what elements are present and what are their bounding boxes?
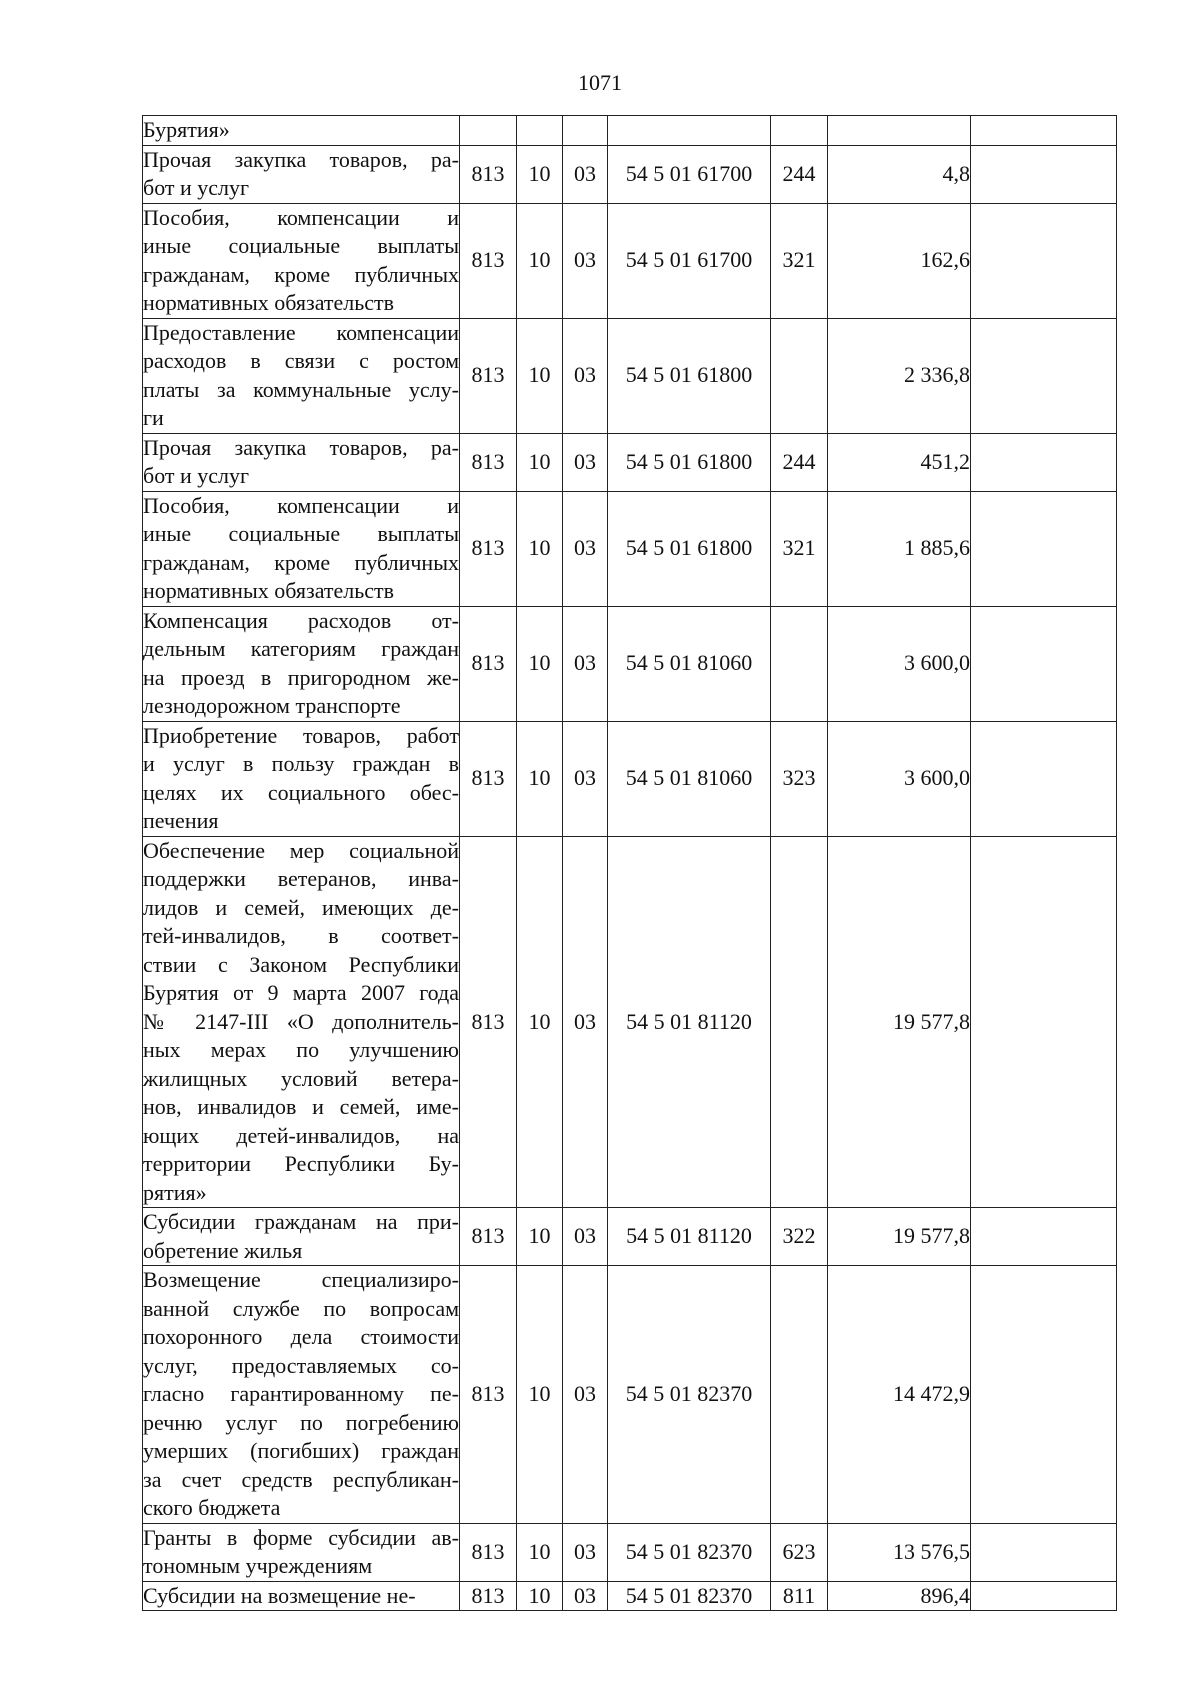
amount-cell: 451,2 xyxy=(828,433,971,491)
row-name-line: тономным учреждениям xyxy=(143,1553,373,1578)
amount-cell: 1 885,6 xyxy=(828,491,971,606)
row-name-line: тей-инвалидов, в соответ- xyxy=(143,923,459,948)
amount-cell: 2 336,8 xyxy=(828,318,971,433)
amount-cell: 162,6 xyxy=(828,203,971,318)
row-name-line: обретение жилья xyxy=(143,1237,303,1263)
subsection-code-cell: 03 xyxy=(563,836,608,1208)
table-row xyxy=(143,1581,1117,1611)
row-name-line: нормативных обязательств xyxy=(143,290,395,315)
row-name-line: гражданам, кроме публичных xyxy=(143,549,459,575)
subsection-code-cell: 03 xyxy=(563,1581,608,1611)
row-name-cell xyxy=(143,318,460,433)
empty-column-cell xyxy=(971,1266,1117,1524)
empty-column-cell xyxy=(971,491,1117,606)
expense-type-cell xyxy=(771,836,828,1208)
table-row xyxy=(143,433,1117,491)
expense-type-cell xyxy=(771,116,828,146)
target-article-cell: 54 5 01 61800 xyxy=(608,318,771,433)
empty-column-cell xyxy=(971,1581,1117,1611)
row-name-line: нормативных обязательств xyxy=(143,578,395,603)
row-name-cell xyxy=(143,1266,460,1524)
amount-cell: 3 600,0 xyxy=(828,721,971,836)
row-name-line: ванной службе по вопросам xyxy=(143,1295,459,1321)
subsection-code-cell: 03 xyxy=(563,145,608,203)
amount-cell: 896,4 xyxy=(828,1581,971,1611)
target-article-cell: 54 5 01 82370 xyxy=(608,1266,771,1524)
amount-cell: 3 600,0 xyxy=(828,606,971,721)
row-name-line: Пособия, компенсации и xyxy=(143,204,459,230)
admin-code-cell: 813 xyxy=(460,1581,517,1611)
table-row xyxy=(143,318,1117,433)
row-name-line: платы за коммунальные услу- xyxy=(143,376,459,402)
row-name-line: Приобретение товаров, работ xyxy=(143,722,459,748)
row-name-line: за счет средств республикан- xyxy=(143,1466,459,1492)
budget-table xyxy=(142,115,1117,1611)
row-name-line: лезнодорожном транспорте xyxy=(143,693,401,718)
row-name-line: Субсидии на возмещение не- xyxy=(143,1582,416,1608)
table-row xyxy=(143,203,1117,318)
row-name-line: территории Республики Бу- xyxy=(143,1151,459,1176)
section-code-cell: 10 xyxy=(517,433,563,491)
admin-code-cell: 813 xyxy=(460,491,517,606)
empty-column-cell xyxy=(971,721,1117,836)
section-code-cell: 10 xyxy=(517,606,563,721)
expense-type-cell: 321 xyxy=(771,491,828,606)
row-name-line: рятия» xyxy=(143,1179,207,1205)
subsection-code-cell: 03 xyxy=(563,1208,608,1266)
admin-code-cell: 813 xyxy=(460,1523,517,1581)
amount-cell: 13 576,5 xyxy=(828,1523,971,1581)
table-row xyxy=(143,491,1117,606)
section-code-cell: 10 xyxy=(517,1523,563,1581)
row-name-line: № 2147-III «О дополнитель- xyxy=(143,1008,459,1034)
section-code-cell xyxy=(517,116,563,146)
row-name-line: Прочая закупка товаров, ра- xyxy=(143,434,459,460)
admin-code-cell: 813 xyxy=(460,1266,517,1524)
section-code-cell: 10 xyxy=(517,318,563,433)
row-name-line: похоронного дела стоимости xyxy=(143,1324,459,1349)
admin-code-cell: 813 xyxy=(460,433,517,491)
row-name-line: нов, инвалидов и семей, име- xyxy=(143,1094,459,1119)
admin-code-cell: 813 xyxy=(460,606,517,721)
row-name-line: бот и услуг xyxy=(143,175,250,200)
row-name-cell xyxy=(143,1581,460,1611)
admin-code-cell: 813 xyxy=(460,721,517,836)
subsection-code-cell: 03 xyxy=(563,606,608,721)
row-name-cell xyxy=(143,1523,460,1581)
expense-type-cell xyxy=(771,318,828,433)
section-code-cell: 10 xyxy=(517,1208,563,1266)
expense-type-cell: 321 xyxy=(771,203,828,318)
expense-type-cell xyxy=(771,606,828,721)
row-name-line: печения xyxy=(143,808,219,833)
section-code-cell: 10 xyxy=(517,721,563,836)
subsection-code-cell: 03 xyxy=(563,433,608,491)
amount-cell: 14 472,9 xyxy=(828,1266,971,1524)
amount-cell: 4,8 xyxy=(828,145,971,203)
target-article-cell: 54 5 01 61700 xyxy=(608,203,771,318)
admin-code-cell: 813 xyxy=(460,203,517,318)
empty-column-cell xyxy=(971,203,1117,318)
empty-column-cell xyxy=(971,145,1117,203)
row-name-line: ных мерах по улучшению xyxy=(143,1037,459,1062)
empty-column-cell xyxy=(971,116,1117,146)
row-name-cell xyxy=(143,116,460,146)
row-name-line: ствии с Законом Республики xyxy=(143,951,459,977)
row-name-line: Обеспечение мер социальной xyxy=(143,837,459,863)
empty-column-cell xyxy=(971,1523,1117,1581)
row-name-line: ги xyxy=(143,405,164,430)
expense-type-cell: 244 xyxy=(771,145,828,203)
row-name-line: Бурятия» xyxy=(143,117,230,142)
table-row xyxy=(143,836,1117,1208)
row-name-line: иные социальные выплаты xyxy=(143,233,459,258)
expense-type-cell: 811 xyxy=(771,1581,828,1611)
admin-code-cell xyxy=(460,116,517,146)
target-article-cell: 54 5 01 82370 xyxy=(608,1581,771,1611)
target-article-cell: 54 5 01 82370 xyxy=(608,1523,771,1581)
empty-column-cell xyxy=(971,433,1117,491)
section-code-cell: 10 xyxy=(517,145,563,203)
section-code-cell: 10 xyxy=(517,1581,563,1611)
admin-code-cell: 813 xyxy=(460,145,517,203)
row-name-cell xyxy=(143,1208,460,1266)
target-article-cell: 54 5 01 81120 xyxy=(608,836,771,1208)
target-article-cell: 54 5 01 61800 xyxy=(608,491,771,606)
subsection-code-cell: 03 xyxy=(563,491,608,606)
expense-type-cell: 244 xyxy=(771,433,828,491)
subsection-code-cell: 03 xyxy=(563,721,608,836)
expense-type-cell: 323 xyxy=(771,721,828,836)
row-name-line: Прочая закупка товаров, ра- xyxy=(143,146,459,172)
row-name-line: Предоставление компенсации xyxy=(143,319,459,345)
page-number: 1071 xyxy=(578,70,622,95)
section-code-cell: 10 xyxy=(517,1266,563,1524)
row-name-cell xyxy=(143,491,460,606)
section-code-cell: 10 xyxy=(517,491,563,606)
expense-type-cell: 322 xyxy=(771,1208,828,1266)
row-name-line: ского бюджета xyxy=(143,1495,281,1520)
target-article-cell: 54 5 01 81060 xyxy=(608,606,771,721)
row-name-cell xyxy=(143,721,460,836)
row-name-cell xyxy=(143,836,460,1208)
row-name-line: Бурятия от 9 марта 2007 года xyxy=(143,980,459,1005)
table-row xyxy=(143,1208,1117,1266)
row-name-line: Возмещение специализиро- xyxy=(143,1267,459,1292)
section-code-cell: 10 xyxy=(517,836,563,1208)
table-row xyxy=(143,116,1117,146)
table-row xyxy=(143,606,1117,721)
row-name-line: услуг, предоставляемых со- xyxy=(143,1352,459,1378)
row-name-line: поддержки ветеранов, инва- xyxy=(143,866,459,891)
row-name-line: бот и услуг xyxy=(143,463,250,488)
amount-cell: 19 577,8 xyxy=(828,836,971,1208)
row-name-line: дельным категориям граждан xyxy=(143,636,459,661)
expense-type-cell xyxy=(771,1266,828,1524)
empty-column-cell xyxy=(971,318,1117,433)
row-name-line: лидов и семей, имеющих де- xyxy=(143,894,459,920)
target-article-cell: 54 5 01 61800 xyxy=(608,433,771,491)
row-name-line: гражданам, кроме публичных xyxy=(143,261,459,287)
row-name-line: ющих детей-инвалидов, на xyxy=(143,1122,459,1148)
row-name-line: Компенсация расходов от- xyxy=(143,607,459,633)
amount-cell: 19 577,8 xyxy=(828,1208,971,1266)
row-name-line: расходов в связи с ростом xyxy=(143,348,459,373)
subsection-code-cell xyxy=(563,116,608,146)
empty-column-cell xyxy=(971,606,1117,721)
target-article-cell xyxy=(608,116,771,146)
admin-code-cell: 813 xyxy=(460,318,517,433)
subsection-code-cell: 03 xyxy=(563,318,608,433)
row-name-line: Субсидии гражданам на при- xyxy=(143,1209,459,1234)
row-name-cell xyxy=(143,145,460,203)
row-name-cell xyxy=(143,203,460,318)
table-body xyxy=(143,116,1117,1611)
section-code-cell: 10 xyxy=(517,203,563,318)
row-name-line: на проезд в пригородном же- xyxy=(143,664,459,690)
row-name-line: и услуг в пользу граждан в xyxy=(143,751,459,776)
empty-column-cell xyxy=(971,836,1117,1208)
row-name-line: Пособия, компенсации и xyxy=(143,492,459,518)
row-name-line: гласно гарантированному пе- xyxy=(143,1381,459,1406)
row-name-line: речню услуг по погребению xyxy=(143,1409,459,1435)
admin-code-cell: 813 xyxy=(460,1208,517,1266)
admin-code-cell: 813 xyxy=(460,836,517,1208)
row-name-line: умерших (погибших) граждан xyxy=(143,1438,459,1463)
empty-column-cell xyxy=(971,1208,1117,1266)
target-article-cell: 54 5 01 81120 xyxy=(608,1208,771,1266)
row-name-cell xyxy=(143,433,460,491)
row-name-cell xyxy=(143,606,460,721)
amount-cell xyxy=(828,116,971,146)
row-name-line: жилищных условий ветера- xyxy=(143,1065,459,1091)
table-row xyxy=(143,145,1117,203)
row-name-line: Гранты в форме субсидии ав- xyxy=(143,1524,459,1550)
subsection-code-cell: 03 xyxy=(563,203,608,318)
expense-type-cell: 623 xyxy=(771,1523,828,1581)
table-row xyxy=(143,721,1117,836)
table-row xyxy=(143,1523,1117,1581)
row-name-line: иные социальные выплаты xyxy=(143,521,459,546)
subsection-code-cell: 03 xyxy=(563,1266,608,1524)
target-article-cell: 54 5 01 61700 xyxy=(608,145,771,203)
target-article-cell: 54 5 01 81060 xyxy=(608,721,771,836)
row-name-line: целях их социального обес- xyxy=(143,779,459,805)
table-row xyxy=(143,1266,1117,1524)
subsection-code-cell: 03 xyxy=(563,1523,608,1581)
